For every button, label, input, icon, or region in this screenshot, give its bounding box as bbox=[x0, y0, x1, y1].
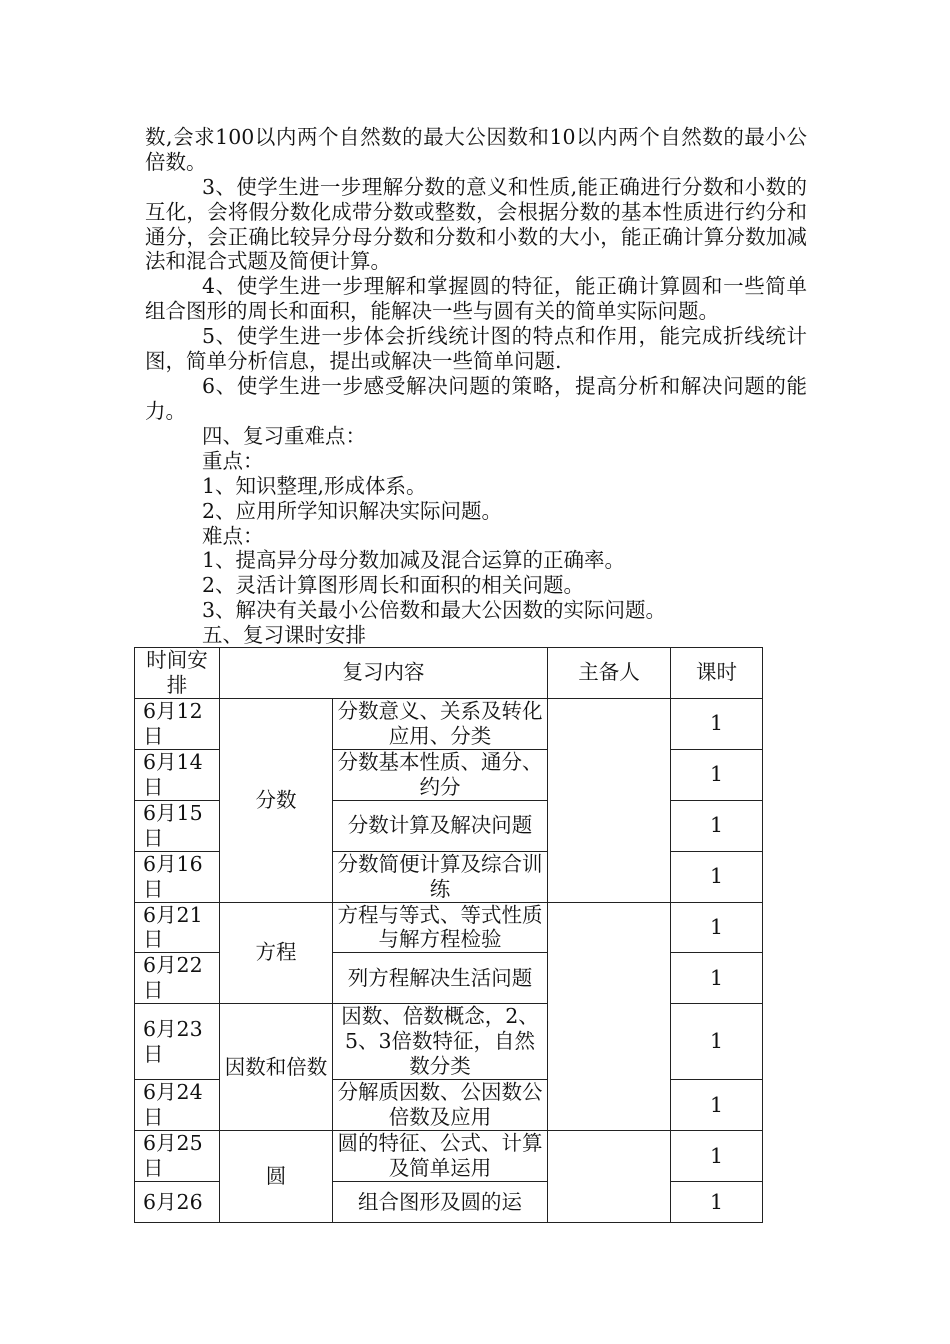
key-point-1: 1、知识整理,形成体系。 bbox=[202, 474, 427, 498]
hours-cell: 1 bbox=[671, 1131, 763, 1182]
preparer-cell bbox=[548, 1131, 671, 1223]
date-cell: 6月26 bbox=[135, 1182, 220, 1223]
group-cell-equations: 方程 bbox=[220, 902, 333, 1004]
content-cell: 列方程解决生活问题 bbox=[333, 953, 548, 1004]
hours-cell: 1 bbox=[671, 1004, 763, 1080]
date-cell: 6月15日 bbox=[135, 800, 220, 851]
date-cell: 6月16日 bbox=[135, 851, 220, 902]
paragraph-objective-3: 3、使学生进一步理解分数的意义和性质,能正确进行分数和小数的互化，会将假分数化成带分数或整数，会根据分数的基本性质进行约分和通分，会正确比较异分母分数和分数和小数的大小，能正确计算分数加减法和混合式题及简便计算。 bbox=[145, 175, 807, 274]
section-heading-key-points: 四、复习重难点： bbox=[202, 424, 366, 448]
content-cell: 分解质因数、公因数公倍数及应用 bbox=[333, 1080, 548, 1131]
content-cell: 圆的特征、公式、计算及简单运用 bbox=[333, 1131, 548, 1182]
header-preparer: 主备人 bbox=[548, 648, 671, 699]
hours-cell: 1 bbox=[671, 953, 763, 1004]
difficulty-2: 2、灵活计算图形周长和面积的相关问题。 bbox=[202, 573, 585, 597]
paragraph-objective-6: 6、使学生进一步感受解决问题的策略，提高分析和解决问题的能力。 bbox=[145, 374, 807, 423]
date-cell: 6月24日 bbox=[135, 1080, 220, 1131]
key-point-2: 2、应用所学知识解决实际问题。 bbox=[202, 499, 503, 523]
table-row bbox=[135, 698, 763, 749]
content-cell: 方程与等式、等式性质与解方程检验 bbox=[333, 902, 548, 953]
section-heading-schedule: 五、复习课时安排 bbox=[202, 623, 366, 647]
content-cell: 组合图形及圆的运 bbox=[333, 1182, 548, 1223]
content-cell: 分数意义、关系及转化应用、分类 bbox=[333, 698, 548, 749]
date-cell: 6月23日 bbox=[135, 1004, 220, 1080]
difficulty-1: 1、提高异分母分数加减及混合运算的正确率。 bbox=[202, 548, 626, 572]
difficulty-3: 3、解决有关最小公倍数和最大公因数的实际问题。 bbox=[202, 598, 667, 622]
hours-cell: 1 bbox=[671, 800, 763, 851]
date-cell: 6月12日 bbox=[135, 698, 220, 749]
date-cell: 6月21日 bbox=[135, 902, 220, 953]
group-cell-circle: 圆 bbox=[220, 1131, 333, 1223]
date-cell: 6月25日 bbox=[135, 1131, 220, 1182]
table-row bbox=[135, 902, 763, 953]
hours-cell: 1 bbox=[671, 902, 763, 953]
header-hours: 课时 bbox=[671, 648, 763, 699]
date-cell: 6月22日 bbox=[135, 953, 220, 1004]
hours-cell: 1 bbox=[671, 851, 763, 902]
content-cell: 分数计算及解决问题 bbox=[333, 800, 548, 851]
label-difficulties: 难点： bbox=[202, 524, 264, 548]
preparer-cell bbox=[548, 698, 671, 902]
table-header-row bbox=[135, 648, 763, 699]
hours-cell: 1 bbox=[671, 1182, 763, 1223]
group-cell-fractions: 分数 bbox=[220, 698, 333, 902]
header-time: 时间安排 bbox=[135, 648, 220, 699]
paragraph-objective-2-tail: 数,会求100以内两个自然数的最大公因数和10以内两个自然数的最小公倍数。 bbox=[145, 125, 807, 174]
schedule-table bbox=[134, 647, 763, 1223]
date-cell: 6月14日 bbox=[135, 749, 220, 800]
hours-cell: 1 bbox=[671, 698, 763, 749]
content-cell: 分数基本性质、通分、约分 bbox=[333, 749, 548, 800]
content-cell: 因数、倍数概念，2、5、3倍数特征，自然数分类 bbox=[333, 1004, 548, 1080]
hours-cell: 1 bbox=[671, 1080, 763, 1131]
content-cell: 分数简便计算及综合训练 bbox=[333, 851, 548, 902]
table-row bbox=[135, 1131, 763, 1182]
paragraph-objective-5: 5、使学生进一步体会折线统计图的特点和作用，能完成折线统计图，简单分析信息，提出或解决一些简单问题. bbox=[145, 324, 807, 373]
header-content: 复习内容 bbox=[220, 648, 548, 699]
hours-cell: 1 bbox=[671, 749, 763, 800]
label-key-points: 重点： bbox=[202, 449, 264, 473]
preparer-cell bbox=[548, 902, 671, 1131]
paragraph-objective-4: 4、使学生进一步理解和掌握圆的特征，能正确计算圆和一些简单组合图形的周长和面积，能解决一些与圆有关的简单实际问题。 bbox=[145, 274, 807, 323]
group-cell-factors-multiples: 因数和倍数 bbox=[220, 1004, 333, 1131]
